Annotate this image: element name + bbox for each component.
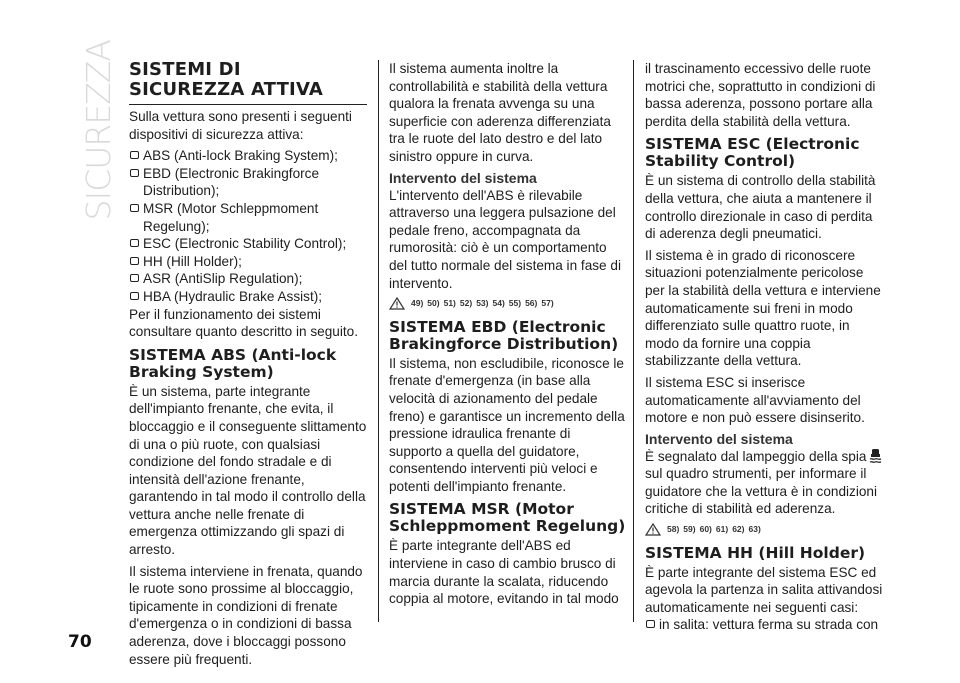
reference-number: 55) [508, 298, 522, 309]
reference-number: 59) [683, 524, 696, 535]
section-side-title: SICUREZZA [79, 40, 118, 221]
bullet-box-icon [646, 620, 655, 628]
esc-warning-lamp-icon [869, 448, 882, 463]
reference-number: 61) [715, 524, 729, 535]
warning-triangle-icon [389, 297, 405, 310]
abs-heading: SISTEMA ABS (Anti-lock Braking System) [129, 345, 337, 381]
list-item: HBA (Hydraulic Brake Assist); [129, 288, 367, 306]
esc-paragraph-2: Il sistema è in grado di riconoscere situazioni potenzialmente pericolose per la stabilità della vettura e interviene automaticamente sui freni in modo differenziato sulle quattro ruote, in modo da fornire una coppia stabilizzante della vettura. [645, 247, 881, 369]
reference-number: 63) [748, 524, 761, 535]
list-item: ASR (AntiSlip Regulation); [129, 270, 367, 288]
list-item: ABS (Anti-lock Braking System); [129, 147, 367, 165]
reference-number: 50) [427, 298, 440, 309]
intro-paragraph: Sulla vettura sono presenti i seguenti dispositivi di sicurezza attiva: [129, 109, 352, 142]
bullet-box-icon [130, 257, 139, 265]
reference-number: 56) [525, 298, 538, 309]
systems-list [129, 147, 367, 305]
esc-heading: SISTEMA ESC (Electronic Stability Control) [645, 135, 860, 171]
subheading-intervento: Intervento del sistema [389, 169, 537, 186]
warning-references [645, 521, 885, 539]
bullet-box-icon [130, 292, 139, 300]
reference-number: 54) [492, 298, 505, 309]
list-item: HH (Hill Holder); [129, 253, 367, 271]
esc-paragraph-1: È un sistema di controllo della stabilità della vettura, che aiuta a mantenere il controllo direzionale in caso di perdita di aderenza degli pneumatici. [645, 173, 876, 242]
reference-number: 58) [667, 524, 680, 535]
list-item: MSR (Motor Schleppmoment Regelung); [129, 200, 367, 235]
outro-paragraph: Per il funzionamento dei sistemi consultare quanto descritto in seguito. [129, 306, 358, 340]
column-2 [389, 60, 627, 612]
list-item: EBD (Electronic Brakingforce Distribution); [129, 165, 367, 200]
reference-number: 52) [459, 298, 473, 309]
column-1 [129, 60, 367, 672]
page-title-line1: SISTEMI DI [129, 59, 241, 80]
column-divider [633, 60, 634, 622]
page-title [129, 60, 367, 105]
reference-number: 60) [699, 524, 712, 535]
column-divider [378, 60, 379, 622]
reference-number: 62) [732, 524, 745, 535]
esc-paragraph-3: Il sistema ESC si inserisce automaticamente all'avviamento del motore e non può essere disinserito. [645, 374, 865, 426]
reference-number: 53) [476, 298, 489, 309]
warning-triangle-icon [645, 523, 661, 536]
bullet-box-icon [130, 274, 139, 282]
abs-paragraph-3: Il sistema aumenta inoltre la controllabilità e stabilità della vettura qualora la frenata avvenga su una superficie con aderenza differenziata tra le ruote del lato destro e del lato sinistro oppure in curva. [389, 61, 611, 164]
column-3 [645, 60, 885, 634]
abs-paragraph-2: Il sistema interviene in frenata, quando le ruote sono prossime al bloccaggio, tipicamente in condizioni di frenate d'emergenza o in condizioni di bassa aderenza, dove i bloccaggi possono essere più frequenti. [129, 563, 363, 667]
hh-heading: SISTEMA HH (Hill Holder) [645, 543, 866, 562]
bullet-box-icon [130, 169, 139, 177]
hh-paragraph: È parte integrante del sistema ESC ed agevola la partenza in salita attivandosi automaticamente nei seguenti casi: [645, 564, 883, 615]
abs-paragraph-1: È un sistema, parte integrante dell'impianto frenante, che evita, il bloccaggio e il conseguente slittamento di una o più ruote, con qualsiasi condizione del fondo stradale e di intensità dell'azione frenante, garantendo in tal modo il controllo della vettura anche nelle frenate di emergenza ottimizzando gli spazi di arresto. [129, 383, 367, 558]
msr-paragraph: È parte integrante dell'ABS ed interviene in caso di cambio brusco di marcia durante la scalata, riducendo coppia al motore, evitando in tal modo [389, 538, 619, 607]
hh-list [645, 616, 885, 634]
esc-paragraph-4: È segnalato dal lampeggio della spia sul quadro strumenti, per informare il guidatore che la vettura è in condizioni critiche di stabilità ed aderenza. [645, 448, 885, 518]
subheading-intervento: Intervento del sistema [645, 430, 793, 447]
msr-heading: SISTEMA MSR (Motor Schleppmoment Regelung) [389, 500, 626, 536]
reference-number: 51) [443, 298, 456, 309]
msr-paragraph-continued: il trascinamento eccessivo delle ruote motrici che, soprattutto in condizioni di bassa aderenza, possono portare alla perdita della stabilità della vettura. [645, 61, 876, 129]
page-number: 70 [68, 632, 92, 652]
list-item: ESC (Electronic Stability Control); [129, 235, 367, 253]
abs-intervento-paragraph: L'intervento dell'ABS è rilevabile attraverso una leggera pulsazione del pedale freno, accompagnata da rumorosità: ciò è un comportamento del tutto normale del sistema in fase di intervento. [389, 187, 621, 291]
bullet-box-icon [130, 239, 139, 247]
list-item: in salita: vettura ferma su strada con [645, 616, 885, 634]
reference-number: 49) [411, 298, 424, 309]
bullet-box-icon [130, 204, 139, 212]
ebd-heading: SISTEMA EBD (Electronic Brakingforce Distribution) [389, 317, 619, 353]
warning-references [389, 295, 627, 313]
bullet-box-icon [130, 151, 139, 159]
reference-number: 57) [541, 298, 554, 309]
ebd-paragraph: Il sistema, non escludibile, riconosce le frenate d'emergenza (in base alla velocità di azionamento del pedale freno) e garantisce un incremento della pressione idraulica frenante di supporto a quella del guidatore, consentendo interventi più veloci e potenti dell'impianto frenante. [389, 355, 625, 494]
page-title-line2: SICUREZZA ATTIVA [129, 79, 323, 100]
